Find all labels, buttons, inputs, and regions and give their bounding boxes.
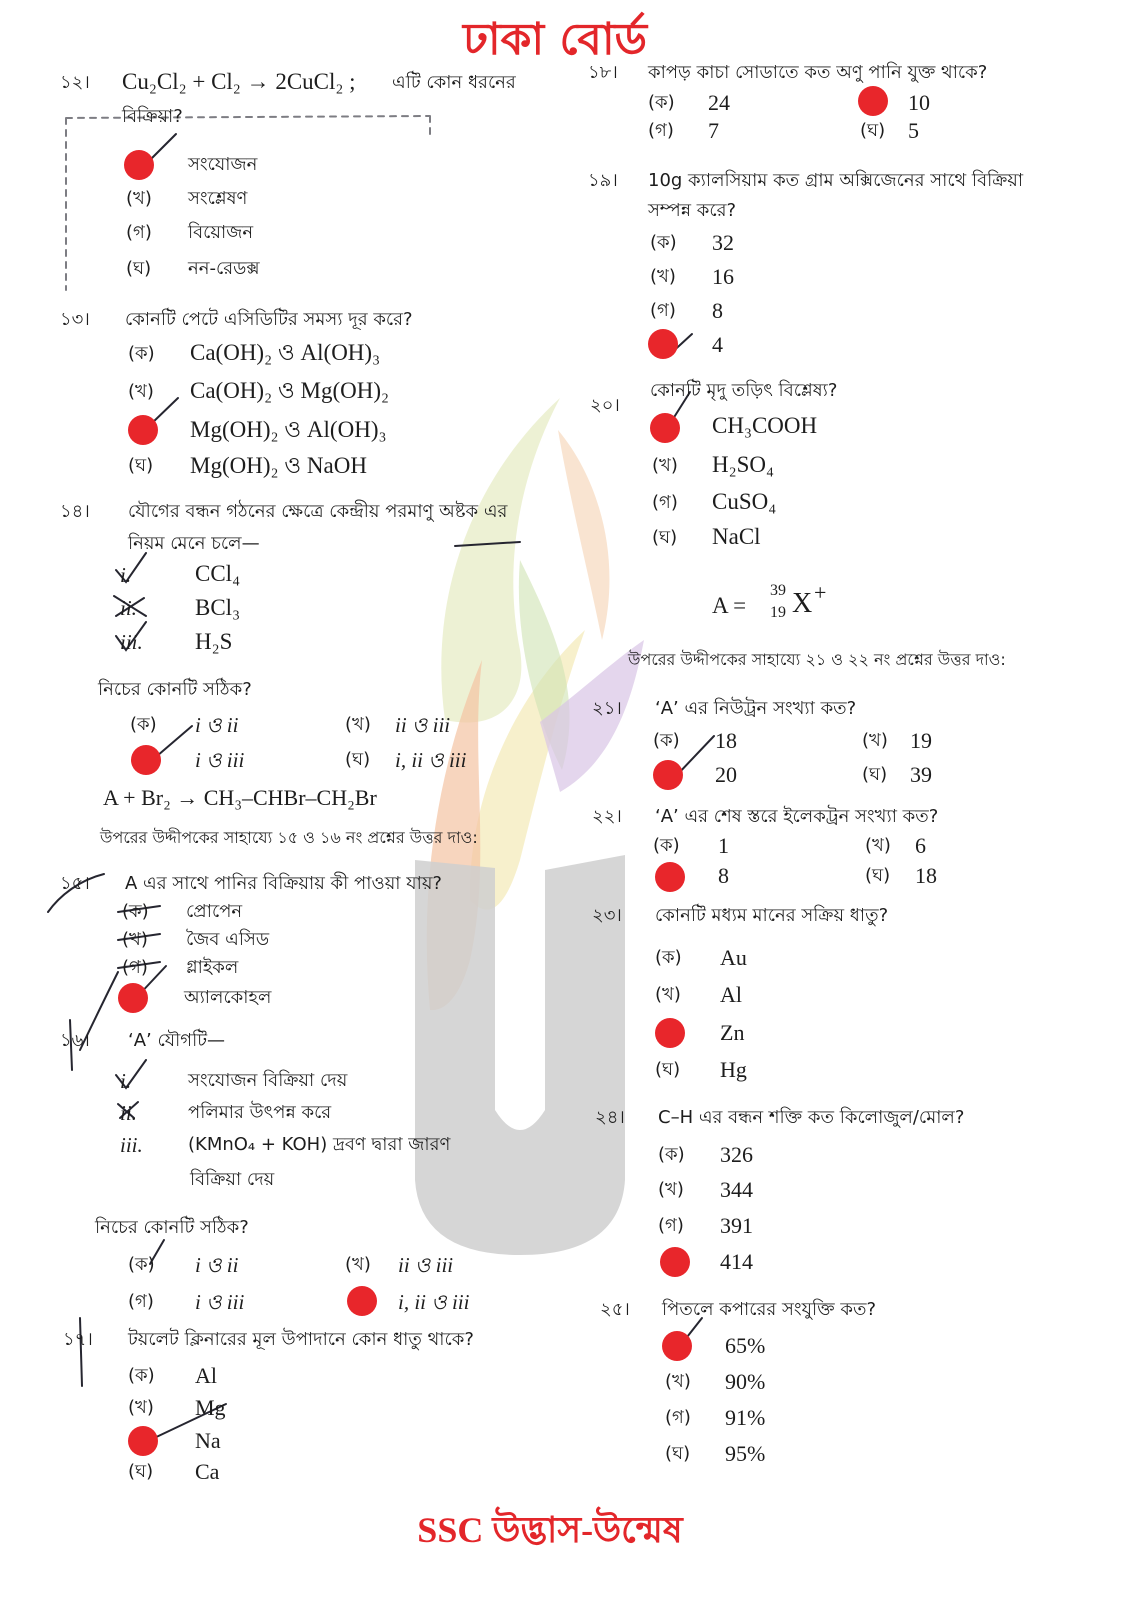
q20-option-label: (গ) <box>652 492 678 513</box>
q14-statement-label: ii. <box>120 596 137 620</box>
q19-option-text: 32 <box>712 230 734 255</box>
q20-option-label: (খ) <box>652 455 678 476</box>
answer-mark <box>655 862 685 892</box>
q13-option-text: Mg(OH)₂ ও Al(OH)₃ <box>190 417 387 442</box>
q24-option-text: 344 <box>720 1177 753 1202</box>
q17-option-label: (ক) <box>128 1365 155 1386</box>
answer-mark <box>648 329 678 359</box>
q15-option-text: প্রোপেন <box>186 901 243 922</box>
q23-number: ২৩। <box>592 905 622 926</box>
q16-statement-text: সংযোজন বিক্রিয়া দেয় <box>188 1070 348 1091</box>
q20-option-text: CH₃COOH <box>712 413 818 438</box>
q22-number: ২২। <box>592 806 622 827</box>
q16-option-text: ii ও iii <box>398 1253 454 1277</box>
mass-number: 39 <box>770 582 786 599</box>
q19-option-label: (গ) <box>650 300 676 321</box>
q13-option-text: Ca(OH)₂ ও Mg(OH)₂ <box>190 378 390 403</box>
q22-option-label: (খ) <box>865 835 891 856</box>
answer-mark <box>858 86 888 116</box>
q19-option-text: 8 <box>712 298 723 323</box>
q15-option-text: অ্যালকোহল <box>184 987 272 1008</box>
q12-number: ১২। <box>60 72 90 93</box>
answer-mark <box>660 1247 690 1277</box>
q18-option-text: 10 <box>908 90 930 115</box>
q14-option-text: i ও iii <box>195 748 245 772</box>
q24-option-label: (খ) <box>658 1179 684 1200</box>
stimulus-lhs: A = <box>712 593 747 618</box>
q12-option-text: সংযোজন <box>188 154 258 175</box>
q23-option-label: (ক) <box>655 947 682 968</box>
q15-option-label: (গ) <box>122 957 148 978</box>
answer-mark <box>131 745 161 775</box>
q21-option-label: (ঘ) <box>862 764 888 785</box>
q14-option-label: (ঘ) <box>345 749 371 770</box>
q16-prompt: নিচের কোনটি সঠিক? <box>95 1217 249 1238</box>
q18-text: কাপড় কাচা সোডাতে কত অণু পানি যুক্ত থাকে? <box>648 62 988 83</box>
answer-mark <box>655 1018 685 1048</box>
q23-option-text: Zn <box>720 1020 745 1045</box>
q17-option-text: Ca <box>195 1459 220 1484</box>
answer-mark <box>124 150 154 180</box>
q18-option-text: 5 <box>908 118 919 143</box>
q20-number: ২০। <box>590 395 620 416</box>
q22-option-text: 1 <box>718 833 729 858</box>
q12-text: বিক্রিয়া? <box>122 106 183 127</box>
q14-number: ১৪। <box>60 501 90 522</box>
q12-option-text: নন-রেডক্স <box>188 258 260 279</box>
q16-option-label: (ক) <box>128 1254 155 1275</box>
q25-option-label: (খ) <box>665 1371 691 1392</box>
q13-option-label: (ঘ) <box>128 455 154 476</box>
q17-option-label: (ঘ) <box>128 1461 154 1482</box>
q16-statement-text: বিক্রিয়া দেয় <box>190 1169 275 1190</box>
q14-text: নিয়ম মেনে চলে— <box>128 533 260 554</box>
q19-text: 10g ক্যালসিয়াম কত গ্রাম অক্সিজেনের সাথে বিক্রিয়া <box>648 170 1024 191</box>
q14-statement-label: i. <box>120 563 132 587</box>
q24-option-text: 414 <box>720 1249 753 1274</box>
q17-option-text: Al <box>195 1363 217 1388</box>
q23-option-text: Hg <box>720 1057 747 1082</box>
stimulus-instruction: উপরের উদ্দীপকের সাহায্যে ১৫ ও ১৬ নং প্রশ্নের উত্তর দাও: <box>100 828 478 847</box>
q16-statement-label: i. <box>120 1069 132 1093</box>
nuclide-notation <box>770 582 840 628</box>
q15-option-text: জৈব এসিড <box>186 929 270 950</box>
q16-option-label: (খ) <box>345 1254 371 1275</box>
q15-option-label: (খ) <box>122 929 148 950</box>
q21-option-label: (খ) <box>862 730 888 751</box>
q24-option-text: 391 <box>720 1213 753 1238</box>
q20-option-text: NaCl <box>712 524 761 549</box>
q14-prompt: নিচের কোনটি সঠিক? <box>98 679 252 700</box>
q12-option-label: (ঘ) <box>126 258 152 279</box>
q12-option-label: (গ) <box>126 222 152 243</box>
q20-option-text: H₂SO₄ <box>712 452 775 477</box>
q25-option-label: (গ) <box>665 1407 691 1428</box>
page-title: ঢাকা বোর্ড <box>463 14 647 65</box>
q14-option-text: ii ও iii <box>395 713 451 737</box>
q14-option-label: (খ) <box>345 714 371 735</box>
q16-option-text: i ও ii <box>195 1253 239 1277</box>
q12-option-text: সংশ্লেষণ <box>188 188 248 209</box>
q14-statement-label: iii. <box>120 630 143 654</box>
q24-option-text: 326 <box>720 1142 753 1167</box>
q16-statement-text: পলিমার উৎপন্ন করে <box>188 1102 332 1123</box>
answer-mark <box>653 760 683 790</box>
q25-text: পিতলে কপারের সংযুক্তি কত? <box>662 1299 877 1320</box>
q16-option-text: i ও iii <box>195 1290 245 1314</box>
q14-statement-text: H₂S <box>195 629 233 654</box>
q17-option-label: (খ) <box>128 1397 154 1418</box>
q16-number: ১৬। <box>60 1030 90 1051</box>
q19-option-text: 4 <box>712 332 723 357</box>
q16-text: ‘A’ যৌগটি— <box>128 1030 226 1051</box>
q25-option-text: 91% <box>725 1405 766 1430</box>
q21-option-text: 19 <box>910 728 932 753</box>
element-symbol: X <box>792 588 813 619</box>
q13-option-label: (খ) <box>128 381 154 402</box>
stimulus-equation: A + Br₂ → CH₃–CHBr–CH₂Br <box>103 785 377 810</box>
q12-option-label: (খ) <box>126 188 152 209</box>
answer-mark <box>650 413 680 443</box>
q19-option-label: (ক) <box>650 232 677 253</box>
ion-charge: + <box>814 580 827 605</box>
q20-text: কোনটি মৃদু তড়িৎ বিশ্লেষ্য? <box>650 380 838 401</box>
q22-option-text: 8 <box>718 863 729 888</box>
answer-mark <box>128 415 158 445</box>
q21-option-text: 18 <box>715 728 737 753</box>
q20-option-text: CuSO₄ <box>712 489 777 514</box>
answer-mark <box>118 983 148 1013</box>
answer-mark <box>128 1426 158 1456</box>
q13-option-text: Ca(OH)₂ ও Al(OH)₃ <box>190 340 381 365</box>
q13-option-text: Mg(OH)₂ ও NaOH <box>190 453 367 478</box>
footer-brand: SSC উদ্ভাস-উন্মেষ <box>417 1510 683 1550</box>
atomic-number: 19 <box>770 604 786 621</box>
q14-statement-text: CCl₄ <box>195 561 241 586</box>
q25-number: ২৫। <box>600 1299 630 1320</box>
q21-option-text: 39 <box>910 762 932 787</box>
q15-number: ১৫। <box>60 873 90 894</box>
q23-text: কোনটি মধ্যম মানের সক্রিয় ধাতু? <box>655 905 889 926</box>
q18-number: ১৮। <box>588 62 618 83</box>
q18-option-text: 24 <box>708 90 730 115</box>
q22-text: ‘A’ এর শেষ স্তরে ইলেকট্রন সংখ্যা কত? <box>655 806 939 827</box>
q14-statement-text: BCl₃ <box>195 595 241 620</box>
q21-option-label: (ক) <box>653 730 680 751</box>
q19-option-label: (খ) <box>650 266 676 287</box>
q21-option-text: 20 <box>715 762 737 787</box>
stimulus-instruction: উপরের উদ্দীপকের সাহায্যে ২১ ও ২২ নং প্রশ্নের উত্তর দাও: <box>628 650 1006 669</box>
q19-number: ১৯। <box>588 170 618 191</box>
q15-text: A এর সাথে পানির বিক্রিয়ায় কী পাওয়া যায়? <box>125 873 442 894</box>
q16-statement-text: (KMnO₄ + KOH) দ্রবণ দ্বারা জারণ <box>188 1134 451 1155</box>
q15-option-text: গ্লাইকল <box>186 957 239 978</box>
q25-option-text: 65% <box>725 1333 766 1358</box>
q17-text: টয়লেট ক্লিনারের মূল উপাদানে কোন ধাতু থাকে? <box>128 1329 474 1350</box>
q17-option-text: Mg <box>195 1395 226 1420</box>
q24-option-label: (গ) <box>658 1215 684 1236</box>
q12-formula: Cu₂Cl₂ + Cl₂ → 2CuCl₂ ; <box>122 69 356 94</box>
q16-option-label: (গ) <box>128 1291 154 1312</box>
q14-option-text: i, ii ও iii <box>395 748 467 772</box>
q25-option-text: 90% <box>725 1369 766 1394</box>
q19-text: সম্পন্ন করে? <box>648 200 737 221</box>
q23-option-label: (খ) <box>655 984 681 1005</box>
q18-option-label: (গ) <box>648 120 674 141</box>
q23-option-text: Al <box>720 982 742 1007</box>
q22-option-label: (ঘ) <box>865 865 891 886</box>
q15-option-label: (ক) <box>122 901 149 922</box>
q18-option-text: 7 <box>708 118 719 143</box>
answer-mark <box>662 1331 692 1361</box>
q23-option-text: Au <box>720 945 747 970</box>
q24-text: C–H এর বন্ধন শক্তি কত কিলোজুল/মোল? <box>658 1107 965 1128</box>
q18-option-label: (ক) <box>648 92 675 113</box>
q24-option-label: (ক) <box>658 1144 685 1165</box>
q16-statement-label: ii. <box>120 1101 137 1125</box>
q22-option-text: 6 <box>915 833 926 858</box>
q17-number: ১৭। <box>63 1329 93 1350</box>
q20-option-label: (ঘ) <box>652 527 678 548</box>
q22-option-text: 18 <box>915 863 937 888</box>
q25-option-text: 95% <box>725 1441 766 1466</box>
q21-text: ‘A’ এর নিউট্রন সংখ্যা কত? <box>655 698 857 719</box>
q16-option-text: i, ii ও iii <box>398 1290 470 1314</box>
q12-text: এটি কোন ধরনের <box>392 72 516 93</box>
q18-option-label: (ঘ) <box>860 120 886 141</box>
q22-option-label: (ক) <box>653 835 680 856</box>
q14-text: যৌগের বন্ধন গঠনের ক্ষেত্রে কেন্দ্রীয় পরমাণু অষ্টক এর <box>128 501 508 522</box>
q13-number: ১৩। <box>60 309 90 330</box>
q17-option-text: Na <box>195 1428 221 1453</box>
q16-statement-label: iii. <box>120 1133 143 1157</box>
q14-option-text: i ও ii <box>195 713 239 737</box>
q21-number: ২১। <box>592 698 622 719</box>
q12-option-text: বিয়োজন <box>188 222 254 243</box>
q23-option-label: (ঘ) <box>655 1059 681 1080</box>
q14-option-label: (ক) <box>130 714 157 735</box>
q24-number: ২৪। <box>595 1107 625 1128</box>
q13-option-label: (ক) <box>128 343 155 364</box>
q19-option-text: 16 <box>712 264 734 289</box>
answer-mark <box>347 1286 377 1316</box>
q25-option-label: (ঘ) <box>665 1443 691 1464</box>
q13-text: কোনটি পেটে এসিডিটির সমস্য দূর করে? <box>125 309 413 330</box>
